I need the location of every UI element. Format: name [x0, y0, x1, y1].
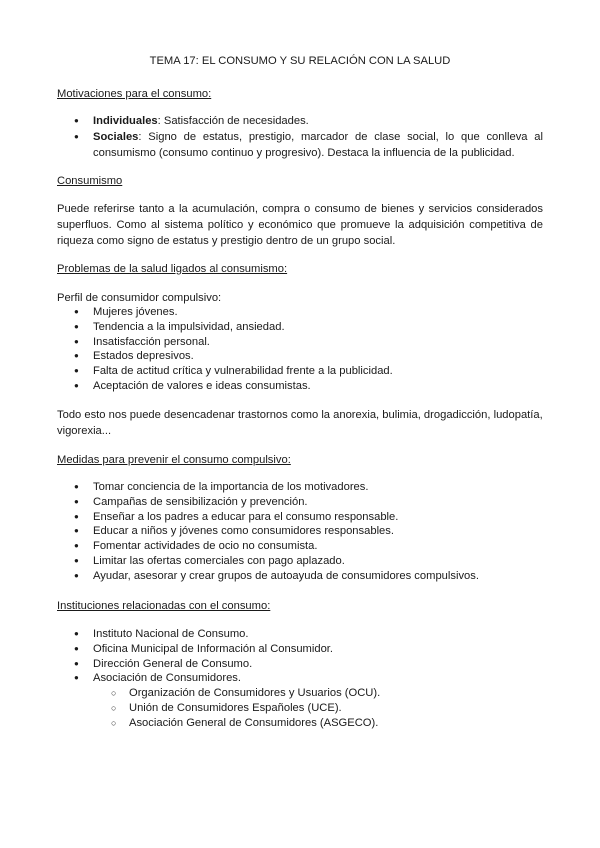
list-problemas: [57, 305, 543, 394]
list-item: ● Enseñar a los padres a educar para el consumo responsable.: [57, 510, 543, 525]
item-text: Asociación de Consumidores.: [93, 672, 241, 685]
list-item: [57, 671, 543, 730]
heading-instituciones: Instituciones relacionadas con el consumo:: [57, 600, 271, 612]
heading-medidas: Medidas para prevenir el consumo compulsivo:: [57, 454, 291, 466]
list-item: ● Instituto Nacional de Consumo.: [57, 627, 543, 642]
sublist-item: ○ Unión de Consumidores Españoles (UCE).: [93, 701, 543, 716]
list-item: ● Mujeres jóvenes.: [57, 305, 543, 320]
term-label: Individuales: [93, 115, 158, 127]
heading-consumismo: Consumismo: [57, 175, 123, 187]
list-medidas: [57, 480, 543, 584]
list-instituciones: [57, 627, 543, 731]
list-item: ● Oficina Municipal de Información al Consumidor.: [57, 642, 543, 657]
list-item: ● Ayudar, asesorar y crear grupos de autoayuda de consumidores compulsivos.: [57, 569, 543, 584]
list-item: ● Estados depresivos.: [57, 349, 543, 364]
list-item: ● Campañas de sensibilización y prevención.: [57, 495, 543, 510]
item-text: : Satisfacción de necesidades.: [157, 115, 309, 127]
list-item: ● Dirección General de Consumo.: [57, 657, 543, 672]
sublist-asociaciones: [93, 686, 543, 730]
page-title: TEMA 17: EL CONSUMO Y SU RELACIÓN CON LA SALUD: [149, 55, 451, 67]
list-item: ● Falta de actitud crítica y vulnerabilidad frente a la publicidad.: [57, 364, 543, 379]
problemas-conclusion: Todo esto nos puede desencadenar trastornos como la anorexia, bulimia, drogadicción, ludopatía, vigorexia...: [57, 409, 543, 437]
list-item: [57, 113, 543, 129]
term-label: Sociales: [93, 131, 139, 143]
list-motivaciones: [57, 113, 543, 161]
list-item: ● Fomentar actividades de ocio no consumista.: [57, 539, 543, 554]
sublist-item: ○ Asociación General de Consumidores (ASGECO).: [93, 716, 543, 731]
list-item: ● Educar a niños y jóvenes como consumidores responsables.: [57, 524, 543, 539]
list-item: ● Insatisfacción personal.: [57, 335, 543, 350]
list-item: [57, 129, 543, 161]
list-item: ● Aceptación de valores e ideas consumistas.: [57, 379, 543, 394]
item-text: : Signo de estatus, prestigio, marcador de clase social, lo que conlleva al consumismo (consumo continuo y progresivo). Destaca la influencia de la publicidad.: [93, 131, 543, 159]
heading-motivaciones: Motivaciones para el consumo:: [57, 88, 212, 100]
list-item: ● Tomar conciencia de la importancia de los motivadores.: [57, 480, 543, 495]
heading-problemas: Problemas de la salud ligados al consumismo:: [57, 263, 288, 275]
paragraph-consumismo: Puede referirse tanto a la acumulación, compra o consumo de bienes y servicios considerados superfluos. Como al sistema político y económico que promueve la adquisición competitiva de riqueza como signo de estatus y prestigio dentro de un grupo social.: [57, 203, 543, 247]
sublist-item: ○ Organización de Consumidores y Usuarios (OCU).: [93, 686, 543, 701]
problemas-intro: Perfil de consumidor compulsivo:: [57, 292, 222, 304]
list-item: ● Tendencia a la impulsividad, ansiedad.: [57, 320, 543, 335]
list-item: ● Limitar las ofertas comerciales con pago aplazado.: [57, 554, 543, 569]
